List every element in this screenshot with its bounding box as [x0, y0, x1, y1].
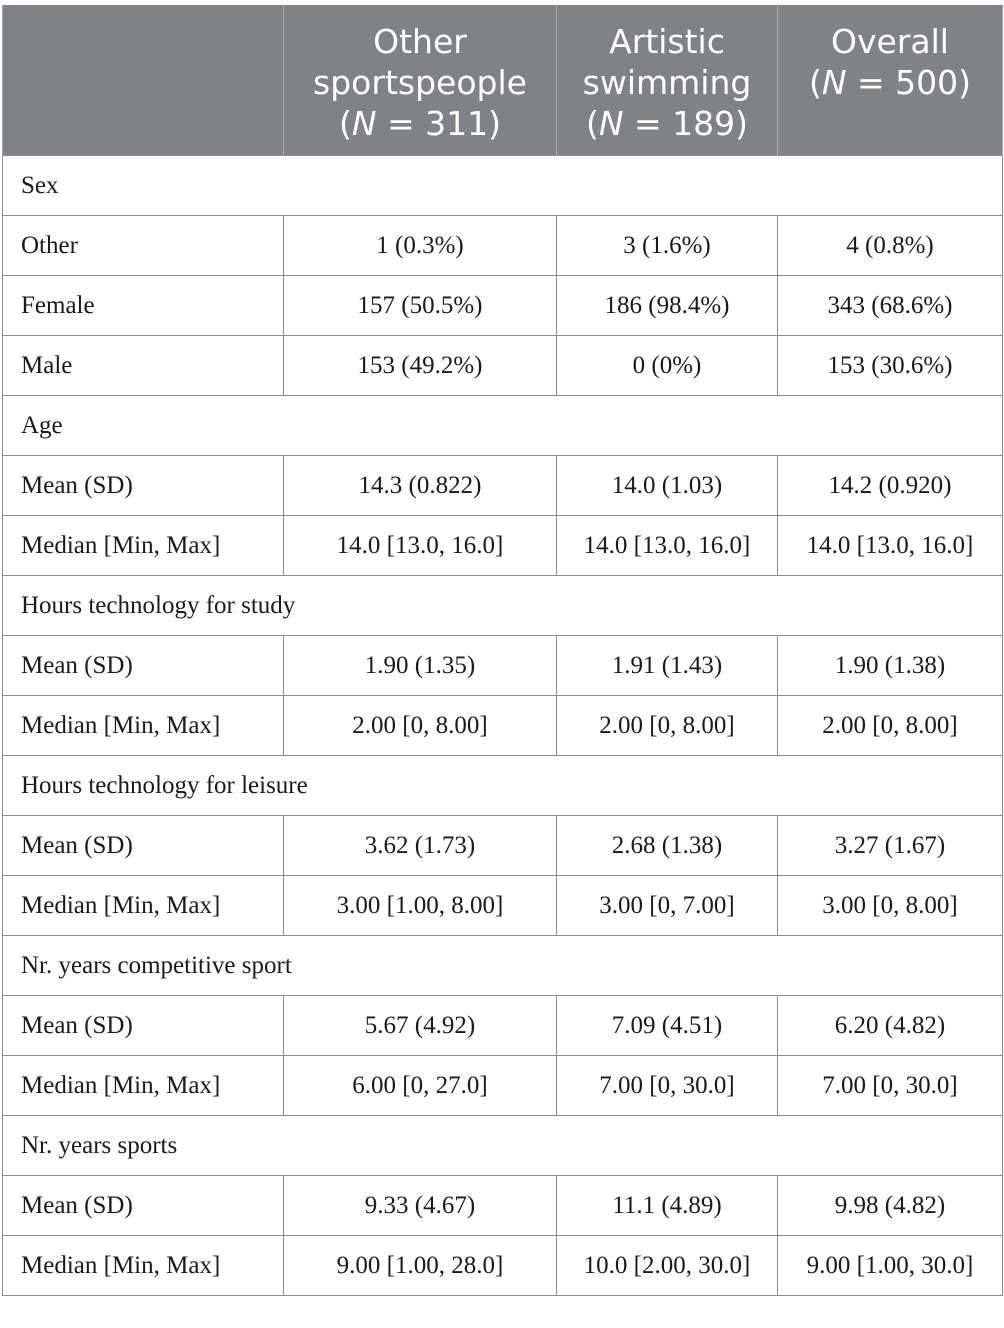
table-row	[3, 276, 1003, 336]
header-n-line: (N = 189)	[585, 104, 749, 143]
cell-artistic-swimming: 10.0 [2.00, 30.0]	[557, 1236, 778, 1296]
section-title: Nr. years sports	[3, 1116, 1003, 1176]
section-title: Hours technology for study	[3, 576, 1003, 636]
table-row	[3, 876, 1003, 936]
cell-artistic-swimming: 3 (1.6%)	[557, 216, 778, 276]
row-label: Median [Min, Max]	[3, 1236, 284, 1296]
table-row	[3, 216, 1003, 276]
table-row	[3, 996, 1003, 1056]
header-line2: swimming	[582, 63, 752, 102]
header-overall	[778, 5, 1003, 156]
header-n-label: N	[351, 104, 377, 143]
section-row-sex	[3, 156, 1003, 216]
row-label: Mean (SD)	[3, 456, 284, 516]
section-row-tech-study	[3, 576, 1003, 636]
cell-overall: 3.00 [0, 8.00]	[778, 876, 1003, 936]
table-row	[3, 456, 1003, 516]
row-label: Other	[3, 216, 284, 276]
cell-overall: 6.20 (4.82)	[778, 996, 1003, 1056]
section-row-sports-years	[3, 1116, 1003, 1176]
cell-artistic-swimming: 14.0 [13.0, 16.0]	[557, 516, 778, 576]
cell-artistic-swimming: 14.0 (1.03)	[557, 456, 778, 516]
header-artistic-swimming	[557, 5, 778, 156]
header-n-line: (N = 311)	[338, 104, 502, 143]
cell-other-sportspeople: 14.0 [13.0, 16.0]	[284, 516, 557, 576]
header-line2: sportspeople	[313, 63, 527, 102]
cell-overall: 7.00 [0, 30.0]	[778, 1056, 1003, 1116]
table-body	[3, 156, 1003, 1296]
header-row	[3, 5, 1003, 156]
cell-artistic-swimming: 2.00 [0, 8.00]	[557, 696, 778, 756]
cell-overall: 9.00 [1.00, 30.0]	[778, 1236, 1003, 1296]
cell-overall: 1.90 (1.38)	[778, 636, 1003, 696]
table-row	[3, 1176, 1003, 1236]
cell-overall: 14.2 (0.920)	[778, 456, 1003, 516]
cell-artistic-swimming: 7.00 [0, 30.0]	[557, 1056, 778, 1116]
table-row	[3, 336, 1003, 396]
cell-other-sportspeople: 157 (50.5%)	[284, 276, 557, 336]
table-header	[3, 5, 1003, 156]
header-n-label: N	[598, 104, 624, 143]
cell-artistic-swimming: 1.91 (1.43)	[557, 636, 778, 696]
cell-artistic-swimming: 2.68 (1.38)	[557, 816, 778, 876]
header-n-value: = 500)	[846, 63, 972, 102]
cell-overall: 4 (0.8%)	[778, 216, 1003, 276]
header-n-label: N	[821, 63, 847, 102]
row-label: Median [Min, Max]	[3, 696, 284, 756]
cell-other-sportspeople: 153 (49.2%)	[284, 336, 557, 396]
row-label: Female	[3, 276, 284, 336]
section-title: Hours technology for leisure	[3, 756, 1003, 816]
row-label: Median [Min, Max]	[3, 876, 284, 936]
section-row-competitive-years	[3, 936, 1003, 996]
header-n-value: = 311)	[376, 104, 502, 143]
header-n-line: (N = 500)	[808, 63, 972, 102]
cell-overall: 343 (68.6%)	[778, 276, 1003, 336]
cell-overall: 2.00 [0, 8.00]	[778, 696, 1003, 756]
cell-overall: 153 (30.6%)	[778, 336, 1003, 396]
header-empty-cell	[3, 5, 284, 156]
cell-other-sportspeople: 5.67 (4.92)	[284, 996, 557, 1056]
header-n-value: = 189)	[623, 104, 749, 143]
table-row	[3, 696, 1003, 756]
cell-artistic-swimming: 7.09 (4.51)	[557, 996, 778, 1056]
header-other-sportspeople	[284, 5, 557, 156]
section-row-age	[3, 396, 1003, 456]
cell-other-sportspeople: 1 (0.3%)	[284, 216, 557, 276]
table-row	[3, 636, 1003, 696]
header-line1: Artistic	[609, 22, 725, 61]
row-label: Median [Min, Max]	[3, 516, 284, 576]
cell-artistic-swimming: 186 (98.4%)	[557, 276, 778, 336]
row-label: Median [Min, Max]	[3, 1056, 284, 1116]
cell-other-sportspeople: 9.33 (4.67)	[284, 1176, 557, 1236]
cell-overall: 14.0 [13.0, 16.0]	[778, 516, 1003, 576]
row-label: Male	[3, 336, 284, 396]
section-title: Nr. years competitive sport	[3, 936, 1003, 996]
table-row	[3, 1236, 1003, 1296]
row-label: Mean (SD)	[3, 636, 284, 696]
header-line1: Overall	[831, 22, 949, 61]
cell-other-sportspeople: 9.00 [1.00, 28.0]	[284, 1236, 557, 1296]
cell-other-sportspeople: 14.3 (0.822)	[284, 456, 557, 516]
cell-overall: 9.98 (4.82)	[778, 1176, 1003, 1236]
cell-other-sportspeople: 2.00 [0, 8.00]	[284, 696, 557, 756]
cell-artistic-swimming: 3.00 [0, 7.00]	[557, 876, 778, 936]
cell-overall: 3.27 (1.67)	[778, 816, 1003, 876]
cell-other-sportspeople: 6.00 [0, 27.0]	[284, 1056, 557, 1116]
cell-other-sportspeople: 3.00 [1.00, 8.00]	[284, 876, 557, 936]
table-row	[3, 1056, 1003, 1116]
header-line1: Other	[373, 22, 467, 61]
demographics-table	[2, 5, 1003, 1296]
table-row	[3, 516, 1003, 576]
cell-other-sportspeople: 3.62 (1.73)	[284, 816, 557, 876]
table-row	[3, 816, 1003, 876]
row-label: Mean (SD)	[3, 996, 284, 1056]
section-row-tech-leisure	[3, 756, 1003, 816]
section-title: Sex	[3, 156, 1003, 216]
cell-artistic-swimming: 0 (0%)	[557, 336, 778, 396]
cell-other-sportspeople: 1.90 (1.35)	[284, 636, 557, 696]
row-label: Mean (SD)	[3, 1176, 284, 1236]
row-label: Mean (SD)	[3, 816, 284, 876]
section-title: Age	[3, 396, 1003, 456]
cell-artistic-swimming: 11.1 (4.89)	[557, 1176, 778, 1236]
